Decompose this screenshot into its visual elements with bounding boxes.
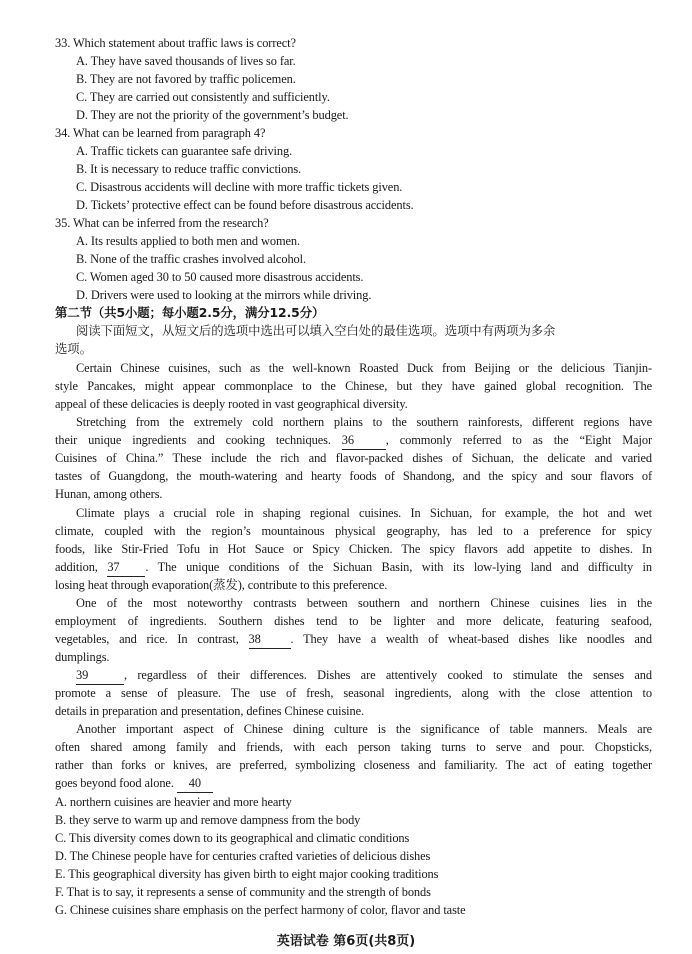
question-34-option-a: A. Traffic tickets can guarantee safe driving.	[76, 144, 293, 158]
passage-p5-text: , regardless of their differences. Dishes are attentively cooked to stimulate the senses and	[124, 668, 652, 682]
question-33-stem: 33. Which statement about traffic laws is correct?	[55, 36, 296, 50]
question-33-option-d: D. They are not the priority of the government’s budget.	[76, 108, 349, 122]
passage-p2-text: their unique ingredients and cooking techniques.	[55, 433, 342, 447]
choice-e: E. This geographical diversity has given birth to eight major cooking traditions	[55, 867, 439, 881]
blank-37: 37	[107, 558, 145, 577]
blank-36: 36	[342, 431, 386, 450]
passage-p4-text: vegetables, and rice. In contrast,	[55, 632, 249, 646]
passage-p2-line: Hunan, among others.	[55, 487, 163, 501]
passage-p4-text: . They have a wealth of wheat-based dishes like noodles and	[290, 632, 652, 646]
question-34-stem: 34. What can be learned from paragraph 4?	[55, 126, 266, 140]
passage-p6-line	[55, 774, 213, 793]
question-35-option-a: A. Its results applied to both men and women.	[76, 234, 301, 248]
choice-f: F. That is to say, it represents a sense of community and the strength of bonds	[55, 885, 431, 899]
question-35-stem: 35. What can be inferred from the research?	[55, 216, 269, 230]
passage-p2-line: Cuisines of China.” These include the rich and flavor-packed dishes of Sichuan, the delicate and varied	[55, 451, 652, 465]
blank-39: 39	[76, 666, 124, 685]
passage-p6-line: often shared among family and friends, with each person taking turns to serve and pour. Chopsticks,	[55, 740, 652, 754]
choice-d: D. The Chinese people have for centuries crafted varieties of delicious dishes	[55, 849, 431, 863]
question-34-option-b: B. It is necessary to reduce traffic convictions.	[76, 162, 302, 176]
passage-p6-text: goes beyond food alone.	[55, 776, 177, 790]
blank-38: 38	[249, 630, 291, 649]
passage-p4-line: One of the most noteworthy contrasts between southern and northern Chinese cuisines lies in the	[76, 596, 652, 610]
passage-p3-line	[55, 576, 387, 594]
passage-p2-text: , commonly referred to as the “Eight Major	[385, 433, 652, 447]
passage-p2-line	[55, 431, 652, 450]
passage-p1-line: style Pancakes, might appear commonplace to the Chinese, but they have gained global recognition. The	[55, 379, 652, 393]
passage-p3-line: climate, coupled with the region’s mountainous physical geography, has led to a preference for spicy	[55, 524, 652, 538]
question-33-option-b: B. They are not favored by traffic policemen.	[76, 72, 296, 86]
question-33-option-c: C. They are carried out consistently and sufficiently.	[76, 90, 330, 104]
passage-p3-text: . The unique conditions of the Sichuan Basin, with its low-lying land and difficulty in	[145, 560, 652, 574]
passage-p2-line: Stretching from the extremely cold northern plains to the southern rainforests, different regions have	[76, 415, 652, 429]
choice-b: B. they serve to warm up and remove dampness from the body	[55, 813, 361, 827]
passage-p5-line: promote a sense of pleasure. The use of fresh, seasonal ingredients, along with the close attention to	[55, 686, 652, 700]
passage-p3-line: foods, like Stir-Fried Tofu in Hot Sauce or Spicy Chicken. The spicy flavors add appetite to dishes. In	[55, 542, 652, 556]
choice-g: G. Chinese cuisines share emphasis on the perfect harmony of color, flavor and taste	[55, 903, 466, 917]
passage-p3-line: Climate plays a crucial role in shaping regional cuisines. In Sichuan, for example, the hot and wet	[76, 506, 652, 520]
question-35-option-c: C. Women aged 30 to 50 caused more disastrous accidents.	[76, 270, 364, 284]
section-title: 第二节（共5小题；每小题2.5分，满分12.5分）	[55, 305, 325, 320]
passage-p6-line: Another important aspect of Chinese dining culture is the significance of table manners. Meals are	[76, 722, 652, 736]
passage-p5-line: details in preparation and presentation, defines Chinese cuisine.	[55, 704, 365, 718]
choice-a: A. northern cuisines are heavier and more hearty	[55, 795, 292, 809]
question-34-option-c: C. Disastrous accidents will decline with more traffic tickets given.	[76, 180, 403, 194]
passage-p6-line: rather than forks or knives, are preferred, symbolizing closeness and familiarity. The act of eating together	[55, 758, 652, 772]
passage-p2-line: tastes of Guangdong, the mouth-watering and hearty foods of Shandong, and the spicy and sour flavors of	[55, 469, 652, 483]
passage-p1-line: appeal of these delicacies is deeply rooted in vast geographical diversity.	[55, 397, 408, 411]
question-34-option-d: D. Tickets’ protective effect can be found before disastrous accidents.	[76, 198, 414, 212]
page-footer: 英语试卷 第6页(共8页)	[276, 934, 416, 949]
question-33-option-a: A. They have saved thousands of lives so far.	[76, 54, 296, 68]
section-instruction-cont: 选项。	[55, 341, 92, 356]
question-35-option-b: B. None of the traffic crashes involved alcohol.	[76, 252, 306, 266]
question-35-option-d: D. Drivers were used to looking at the mirrors while driving.	[76, 288, 372, 302]
passage-p3-text: addition,	[55, 560, 108, 574]
passage-p4-line	[55, 630, 652, 649]
passage-p4-line: employment of ingredients. Southern dishes tend to be lighter and more delicate, featuring seafood,	[55, 614, 652, 628]
passage-p1-line: Certain Chinese cuisines, such as the well-known Roasted Duck from Beijing or the delicious Tianjin-	[76, 361, 652, 375]
blank-40: 40	[177, 774, 213, 793]
passage-p3-line	[55, 558, 652, 577]
choice-c: C. This diversity comes down to its geographical and climatic conditions	[55, 831, 410, 845]
passage-p5-line	[76, 666, 652, 685]
passage-p3-text: losing heat through evaporation(蒸发), contribute to this preference.	[55, 578, 388, 592]
passage-p4-line: dumplings.	[55, 650, 110, 664]
section-instruction: 阅读下面短文，从短文后的选项中选出可以填入空白处的最佳选项。选项中有两项为多余	[76, 323, 556, 338]
